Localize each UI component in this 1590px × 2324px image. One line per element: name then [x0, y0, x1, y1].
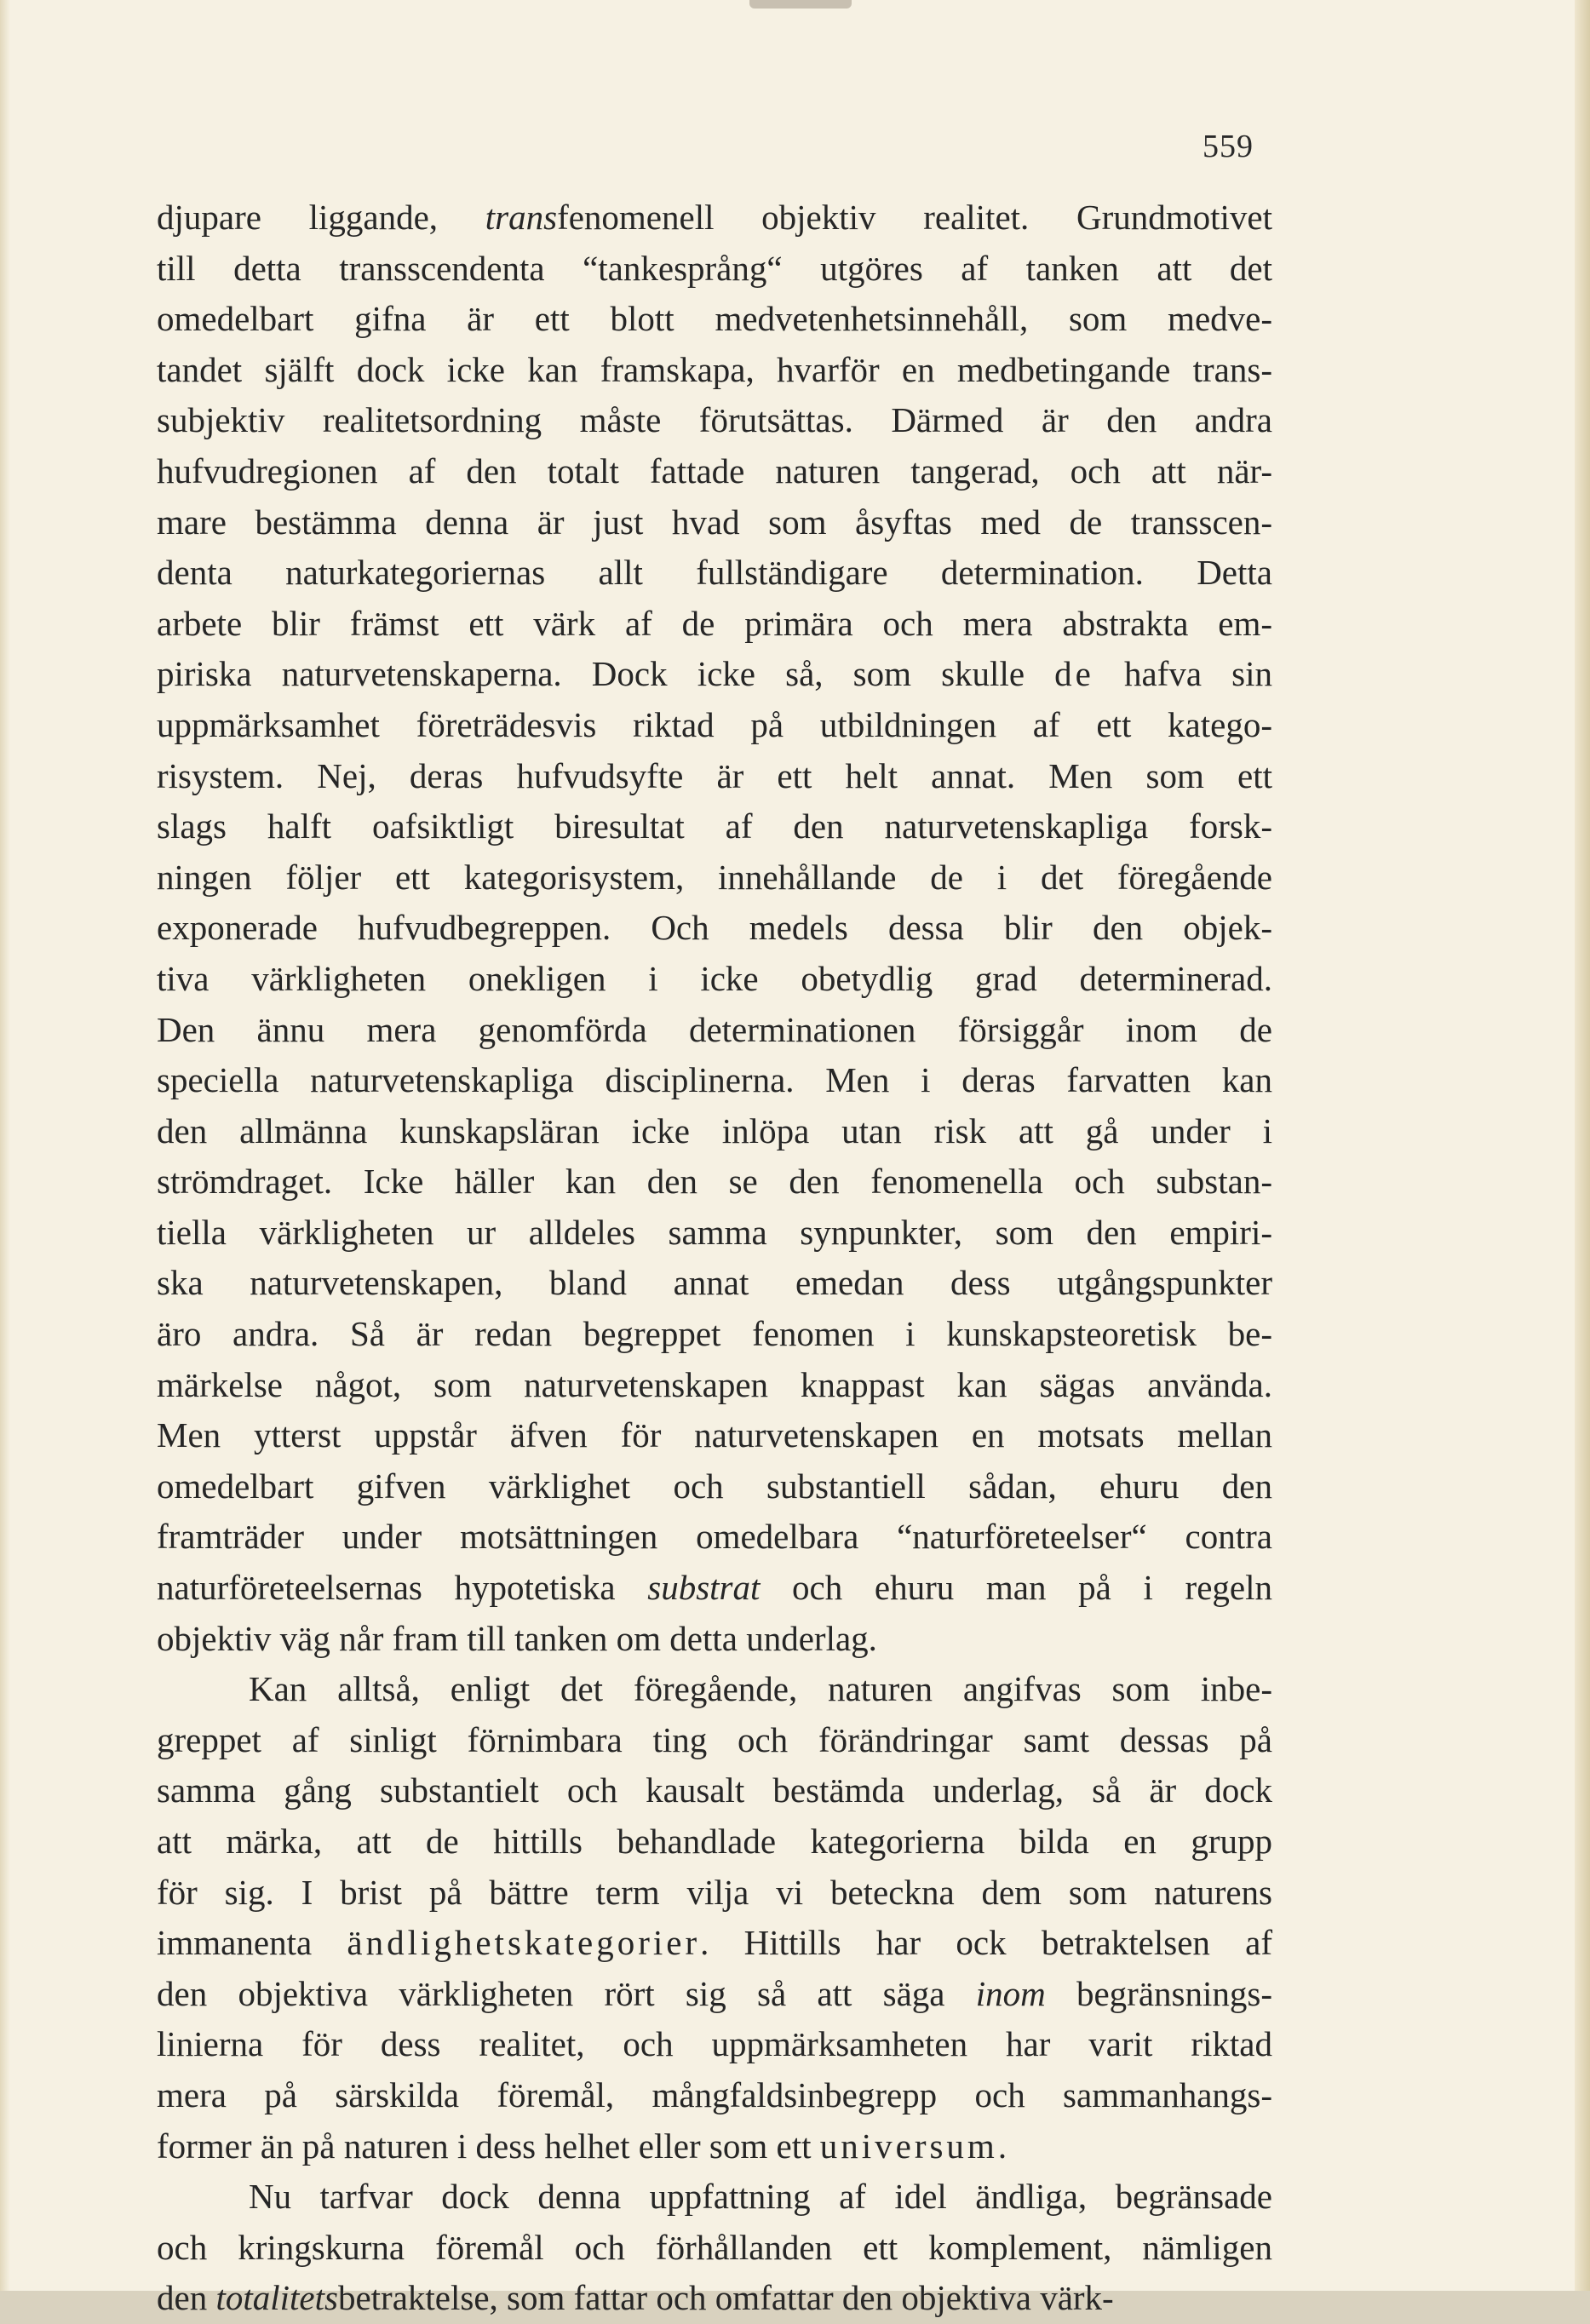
- text-segment: objektiv väg når fram till tanken om detta underlag.: [157, 1618, 877, 1658]
- text-line: [157, 548, 1272, 599]
- text-line: [157, 1715, 1272, 1766]
- text-line: [157, 1055, 1272, 1106]
- text-line: [157, 2172, 1272, 2223]
- text-line: [157, 2019, 1272, 2070]
- text-line: [157, 2223, 1272, 2274]
- text-segment: hafva sin: [1093, 654, 1272, 694]
- text-segment: mare bestämma denna är just hvad som åsyftas med de transscen-: [157, 502, 1272, 542]
- text-segment: immanenta: [157, 1923, 347, 1963]
- text-segment: greppet af sinligt förnimbara ting och förändringar samt dessas på: [157, 1719, 1272, 1759]
- text-line: [157, 1005, 1272, 1056]
- text-line: [157, 294, 1272, 345]
- text-line: [157, 599, 1272, 650]
- text-segment: Kan alltså, enligt det föregående, naturen angifvas som inbe-: [249, 1669, 1272, 1709]
- text-line: [157, 903, 1272, 954]
- text-segment: speciella naturvetenskapliga disciplinerna. Men i deras farvatten kan: [157, 1060, 1272, 1100]
- text-segment: slags halft oafsiktligt biresultat af den naturvetenskapliga forsk-: [157, 806, 1272, 846]
- text-segment: .: [997, 2126, 1007, 2166]
- spaced-text: de: [1054, 654, 1094, 694]
- text-line: [157, 1208, 1272, 1259]
- text-line: [157, 1868, 1272, 1919]
- text-line: [157, 1969, 1272, 2020]
- text-line: [157, 1563, 1272, 1614]
- text-segment: samma gång substantielt och kausalt bestämda underlag, så är dock: [157, 1770, 1272, 1810]
- text-segment: denta naturkategoriernas allt fullständigare determination. Detta: [157, 553, 1272, 593]
- text-segment: mera på särskilda föremål, mångfaldsinbegrepp och sammanhangs-: [157, 2074, 1272, 2115]
- text-segment: djupare liggande,: [157, 198, 485, 237]
- text-segment: märkelse något, som naturvetenskapen knappast kan sägas använda.: [157, 1364, 1272, 1404]
- text-line: [157, 1765, 1272, 1816]
- text-segment: omedelbart gifna är ett blott medvetenhetsinnehåll, som medve-: [157, 299, 1272, 339]
- page-left-edge: [0, 0, 10, 2291]
- page-number: 559: [1203, 129, 1254, 164]
- body-text: [157, 192, 1272, 2324]
- italic-text: totalitets: [215, 2278, 338, 2318]
- text-line: [157, 1106, 1272, 1157]
- italic-text: trans: [485, 198, 558, 237]
- text-segment: tiva värkligheten onekligen i icke obetydlig grad determinerad.: [157, 958, 1272, 998]
- text-line: [157, 954, 1272, 1005]
- text-segment: piriska naturvetenskaperna. Dock icke så, som skulle: [157, 654, 1055, 694]
- italic-text: substrat: [647, 1568, 761, 1608]
- text-segment: uppmärksamhet företrädesvis riktad på utbildningen af ett katego-: [157, 704, 1272, 744]
- text-segment: ningen följer ett kategorisystem, innehållande de i det föregående: [157, 857, 1272, 897]
- text-segment: fenomenell objektiv realitet. Grundmotivet: [557, 198, 1272, 237]
- text-segment: tiella värkligheten ur alldeles samma synpunkter, som den empiri-: [157, 1212, 1272, 1252]
- text-line: [157, 1410, 1272, 1461]
- text-segment: betraktelse, som fattar och omfattar den objektiva värk-: [337, 2278, 1114, 2318]
- text-line: [157, 801, 1272, 852]
- text-segment: linierna för dess realitet, och uppmärksamheten har varit riktad: [157, 2024, 1272, 2064]
- text-line: [157, 1309, 1272, 1360]
- text-segment: att märka, att de hittills behandlade kategorierna bilda en grupp: [157, 1822, 1272, 1861]
- text-segment: naturföreteelsernas hypotetiska: [157, 1568, 648, 1608]
- text-segment: risystem. Nej, deras hufvudsyfte är ett helt annat. Men som ett: [157, 755, 1272, 795]
- text-line: [157, 1360, 1272, 1411]
- text-segment: framträder under motsättningen omedelbara “naturföreteelser“ contra: [157, 1517, 1272, 1557]
- text-segment: och kringskurna föremål och förhållanden ett komplement, nämligen: [157, 2227, 1272, 2267]
- text-segment: ska naturvetenskapen, bland annat emedan dess utgångspunkter: [157, 1263, 1272, 1303]
- text-line: [157, 649, 1272, 700]
- text-line: [157, 345, 1272, 396]
- text-segment: omedelbart gifven värklighet och substantiell sådan, ehuru den: [157, 1466, 1272, 1506]
- text-line: [157, 2070, 1272, 2121]
- text-line: [157, 2273, 1272, 2324]
- text-line: [157, 1614, 1272, 1665]
- text-segment: och ehuru man på i regeln: [760, 1568, 1272, 1608]
- text-line: [157, 1461, 1272, 1512]
- text-line: [157, 852, 1272, 904]
- text-line: [157, 497, 1272, 548]
- text-segment: tandet själft dock icke kan framskapa, hvarför en medbetingande trans-: [157, 349, 1272, 389]
- page-right-edge: [1575, 0, 1590, 2291]
- text-segment: strömdraget. Icke häller kan den se den fenomenella och substan-: [157, 1162, 1272, 1202]
- text-segment: Men ytterst uppstår äfven för naturvetenskapen en motsats mellan: [157, 1415, 1272, 1455]
- text-segment: till detta transscendenta “tankesprång“ utgöres af tanken att det: [157, 248, 1272, 288]
- text-segment: former än på naturen i dess helhet eller som ett: [157, 2126, 820, 2166]
- text-segment: den objektiva värkligheten rört sig så att säga: [157, 1973, 976, 2013]
- text-line: [157, 1918, 1272, 1969]
- text-segment: den: [157, 2278, 216, 2318]
- text-segment: . Hittills har ock betraktelsen af: [700, 1923, 1272, 1963]
- text-segment: exponerade hufvudbegreppen. Och medels dessa blir den objek-: [157, 908, 1272, 948]
- text-line: [157, 751, 1272, 802]
- text-segment: för sig. I brist på bättre term vilja vi beteckna dem som naturens: [157, 1872, 1272, 1912]
- text-line: [157, 244, 1272, 295]
- text-segment: hufvudregionen af den totalt fattade naturen tangerad, och att när-: [157, 450, 1272, 491]
- text-line: [157, 1816, 1272, 1868]
- text-segment: subjektiv realitetsordning måste förutsättas. Därmed är den andra: [157, 400, 1272, 440]
- italic-text: inom: [975, 1973, 1046, 2013]
- text-line: [157, 446, 1272, 497]
- text-line: [157, 1512, 1272, 1563]
- text-segment: den allmänna kunskapsläran icke inlöpa utan risk att gå under i: [157, 1110, 1272, 1151]
- text-segment: arbete blir främst ett värk af de primära och mera abstrakta em-: [157, 603, 1272, 643]
- text-line: [157, 1258, 1272, 1309]
- text-line: [157, 395, 1272, 446]
- spaced-text: ändlighetskategorier: [347, 1923, 701, 1963]
- text-segment: Den ännu mera genomförda determinationen försiggår inom de: [157, 1009, 1272, 1049]
- binding-mark: [749, 0, 852, 9]
- text-line: [157, 1664, 1272, 1715]
- text-line: [157, 2121, 1272, 2172]
- text-line: [157, 700, 1272, 751]
- text-segment: Nu tarfvar dock denna uppfattning af idel ändliga, begränsade: [249, 2177, 1272, 2217]
- text-segment: äro andra. Så är redan begreppet fenomen i kunskapsteoretisk be-: [157, 1314, 1272, 1354]
- spaced-text: universum: [819, 2126, 998, 2166]
- text-line: [157, 1156, 1272, 1208]
- text-segment: begränsnings-: [1045, 1973, 1272, 2013]
- text-line: [157, 192, 1272, 244]
